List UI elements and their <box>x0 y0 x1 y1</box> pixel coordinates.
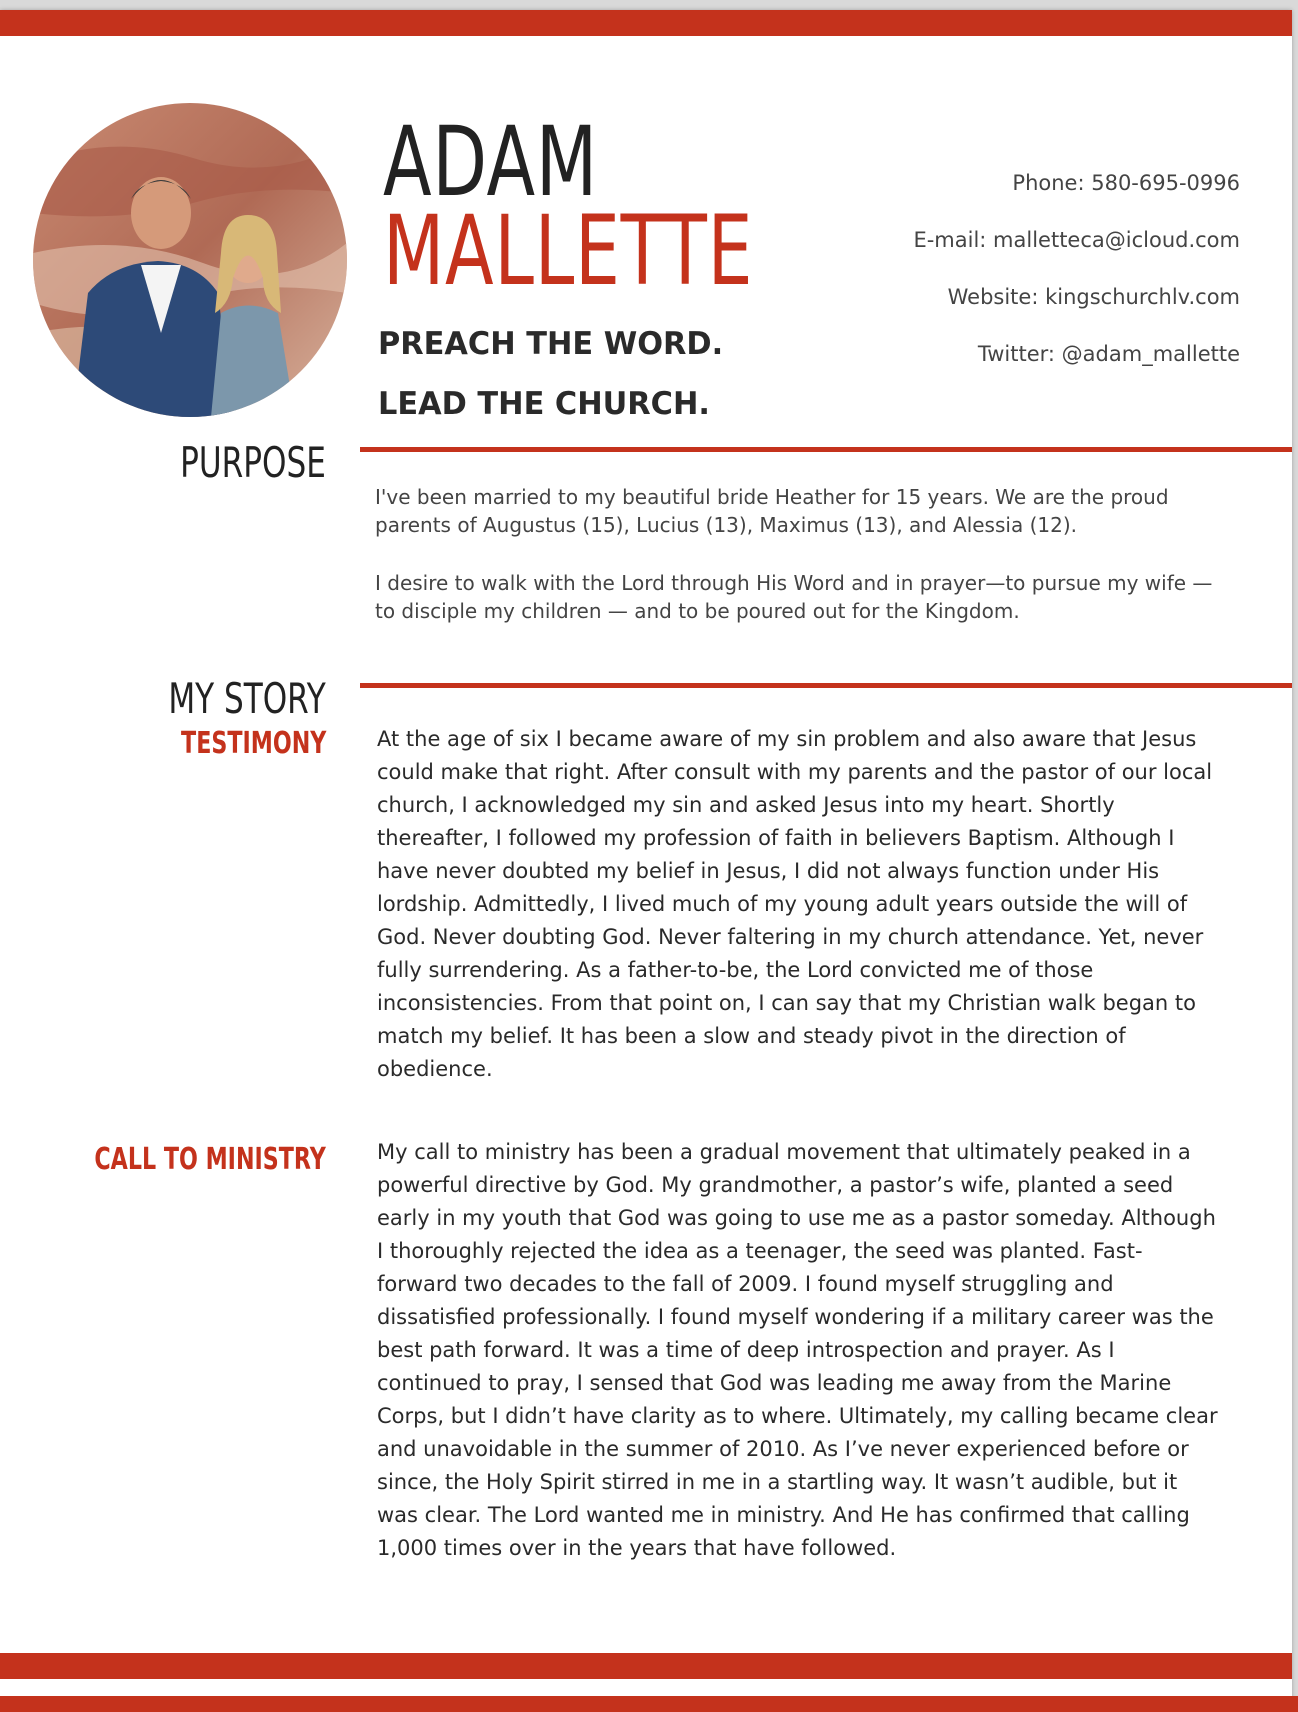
testimony-label: TESTIMONY <box>180 726 326 761</box>
family-photo-icon <box>33 103 347 417</box>
story-heading: MY STORY <box>168 674 326 723</box>
last-name: MALLETTE <box>383 195 754 307</box>
story-divider <box>360 683 1292 688</box>
tagline-preach: PREACH THE WORD. <box>378 326 724 362</box>
purpose-divider <box>360 447 1292 452</box>
contact-phone: Phone: 580-695-0996 <box>1012 171 1240 195</box>
tagline-lead: LEAD THE CHURCH. <box>378 386 710 422</box>
purpose-heading: PURPOSE <box>180 438 326 487</box>
top-accent-bar <box>0 10 1292 36</box>
next-page-edge <box>0 1696 1298 1712</box>
profile-photo <box>33 103 347 417</box>
testimony-text: At the age of six I became aware of my sin problem and also aware that Jesus could make that right. After consult with my parents and the pastor of our local church, I acknowledged my sin and asked Jesus into my heart. Shortly thereafter, I followed my profession of faith in believers Baptism. Although I have never doubted my belief in Jesus, I did not always function under His lordship. Admittedly, I lived much of my young adult years outside the will of God. Never doubting God. Never faltering in my church attendance. Yet, never fully surrendering. As a father-to-be, the Lord convicted me of those inconsistencies. From that point on, I can say that my Christian walk began to match my belief. It has been a slow and steady pivot in the direction of obedience. <box>377 727 1213 1081</box>
call-to-ministry-label: CALL TO MINISTRY <box>94 1142 326 1177</box>
purpose-paragraph-desire: I desire to walk with the Lord through His Word and in prayer—to pursue my wife — to disciple my children — and to be poured out for the Kingdom. <box>375 571 1213 623</box>
contact-twitter[interactable]: Twitter: @adam_mallette <box>977 342 1240 366</box>
contact-website[interactable]: Website: kingschurchlv.com <box>947 285 1240 309</box>
purpose-paragraph-family: I've been married to my beautiful bride Heather for 15 years. We are the proud parents of Augustus (15), Lucius (13), Maximus (13), and Alessia (12). <box>375 485 1169 537</box>
call-to-ministry-text: My call to ministry has been a gradual movement that ultimately peaked in a powerful directive by God. My grandmother, a pastor’s wife, planted a seed early in my youth that God was going to use me as a pastor someday. Although I thoroughly rejected the idea as a teenager, the seed was planted. Fast-forward two decades to the fall of 2009. I found myself struggling and dissatisfied professionally. I found myself wondering if a military career was the best path forward. It was a time of deep introspection and prayer. As I continued to pray, I sensed that God was leading me away from the Marine Corps, but I didn’t have clarity as to where. Ultimately, my calling became clear and unavoidable in the summer of 2010. As I’ve never experienced before or since, the Holy Spirit stirred in me in a startling way. It wasn’t audible, but it was clear. The Lord wanted me in ministry. And He has confirmed that calling 1,000 times over in the years that have followed. <box>377 1140 1218 1560</box>
contact-email[interactable]: E-mail: malletteca@icloud.com <box>913 228 1240 252</box>
bottom-accent-bar <box>0 1653 1292 1679</box>
first-name: ADAM <box>383 106 598 218</box>
resume-page <box>0 10 1292 1703</box>
